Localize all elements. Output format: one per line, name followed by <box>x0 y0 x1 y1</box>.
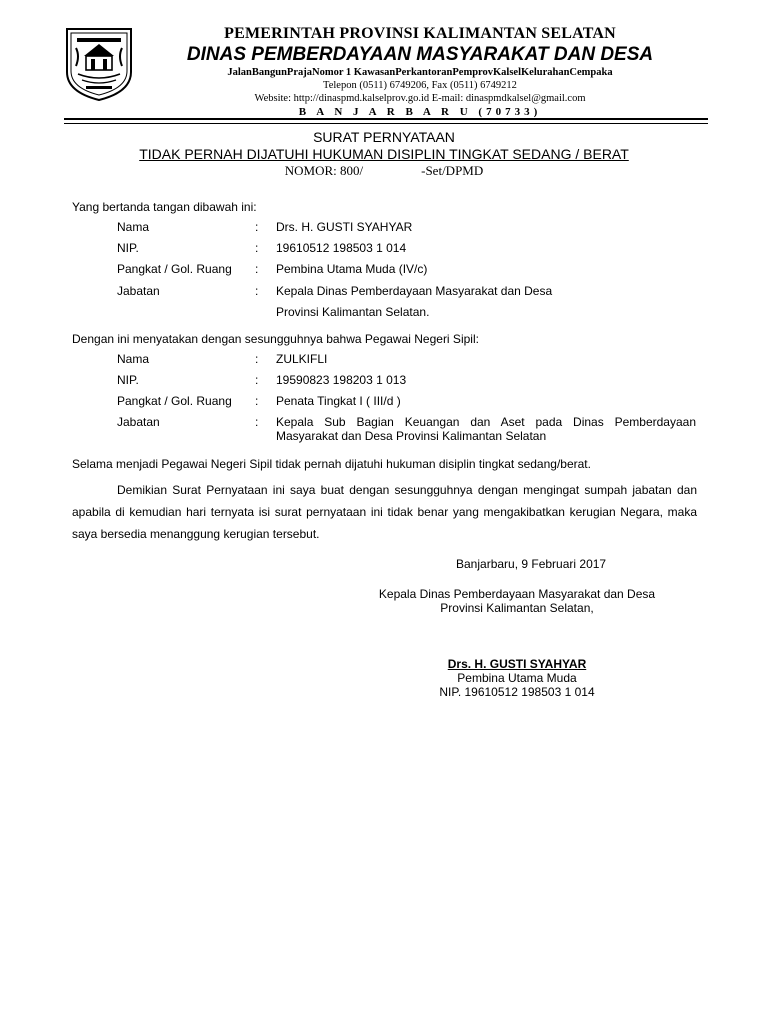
closing-paragraph <box>72 479 697 545</box>
signer-rank: Pembina Utama Muda (IV/c) <box>276 262 428 276</box>
employee-rank: Penata Tingkat I ( III/d ) <box>276 394 401 408</box>
government-name: PEMERINTAH PROVINSI KALIMANTAN SELATAN <box>224 25 616 42</box>
employee-name: ZULKIFLI <box>276 352 328 366</box>
employee-name-label: Nama <box>117 352 150 366</box>
letterhead <box>150 24 690 119</box>
employee-nip-label: NIP. <box>117 373 139 387</box>
declaration-text: Selama menjadi Pegawai Negeri Sipil tidak pernah dijatuhi hukuman disiplin tingkat sedang/berat. <box>72 457 591 471</box>
agency-phone: Telepon (0511) 6749206, Fax (0511) 6749212 <box>323 80 517 91</box>
closing-text: Demikian Surat Pernyataan ini saya buat dengan sesungguhnya dengan mengingat sumpah jabatan dan apabila di kemudian hari ternyata isi surat pernyataan ini tidak benar yang mengakibatkan kerugian Negara, maka saya bersedia menanggung kerugian tersebut. <box>72 483 697 541</box>
colon: : <box>255 284 259 298</box>
agency-name: DINAS PEMBERDAYAAN MASYARAKAT DAN DESA <box>186 44 654 65</box>
employee-position: Kepala Sub Bagian Keuangan dan Aset pada Dinas Pemberdayaan Masyarakat dan Desa Provinsi Kalimantan Selatan <box>276 415 696 443</box>
signer-position-label: Jabatan <box>117 284 160 298</box>
signer-name: Drs. H. GUSTI SYAHYAR <box>276 220 413 234</box>
intro-text: Yang bertanda tangan dibawah ini: <box>72 200 257 214</box>
signer-nip-label: NIP. <box>117 241 139 255</box>
number-prefix: NOMOR: 800/ <box>284 163 364 178</box>
colon: : <box>255 394 259 408</box>
colon: : <box>255 220 259 234</box>
employee-rank-label: Pangkat / Gol. Ruang <box>117 394 232 408</box>
colon: : <box>255 262 259 276</box>
agency-web: Website: http://dinaspmd.kalselprov.go.id E-mail: dinaspmdkalsel@gmail.com <box>254 93 586 104</box>
signer-rank-label: Pangkat / Gol. Ruang <box>117 262 232 276</box>
provincial-emblem-icon <box>64 26 134 102</box>
declaration-paragraph <box>72 453 697 475</box>
letterhead-divider-thick <box>64 118 708 120</box>
document-title: SURAT PERNYATAAN <box>313 129 455 145</box>
number-suffix: -Set/DPMD <box>421 163 484 178</box>
signature-name: Drs. H. GUSTI SYAHYAR <box>447 657 587 671</box>
colon: : <box>255 415 259 429</box>
agency-city: B A N J A R B A R U (70733) <box>298 106 542 118</box>
signature-office-line1: Kepala Dinas Pemberdayaan Masyarakat dan Desa <box>378 587 656 601</box>
place-date: Banjarbaru, 9 Februari 2017 <box>456 557 607 571</box>
signer-position-line2: Provinsi Kalimantan Selatan. <box>276 305 430 319</box>
signer-name-label: Nama <box>117 220 150 234</box>
colon: : <box>255 241 259 255</box>
employee-position-label: Jabatan <box>117 415 160 429</box>
document-subtitle: TIDAK PERNAH DIJATUHI HUKUMAN DISIPLIN TINGKAT SEDANG / BERAT <box>139 146 629 162</box>
colon: : <box>255 373 259 387</box>
signer-nip: 19610512 198503 1 014 <box>276 241 407 255</box>
statement-text: Dengan ini menyatakan dengan sesungguhnya bahwa Pegawai Negeri Sipil: <box>72 332 479 346</box>
letterhead-divider-thin <box>64 123 708 124</box>
document-number <box>0 163 768 178</box>
signer-position-line1: Kepala Dinas Pemberdayaan Masyarakat dan Desa <box>276 284 553 298</box>
signature-nip: NIP. 19610512 198503 1 014 <box>439 685 595 699</box>
signature-office-line2: Provinsi Kalimantan Selatan, <box>440 601 594 615</box>
agency-address: JalanBangunPrajaNomor 1 KawasanPerkantoranPemprovKalselKelurahanCempaka <box>227 67 613 78</box>
signature-rank: Pembina Utama Muda <box>457 671 577 685</box>
employee-nip: 19590823 198203 1 013 <box>276 373 407 387</box>
colon: : <box>255 352 259 366</box>
